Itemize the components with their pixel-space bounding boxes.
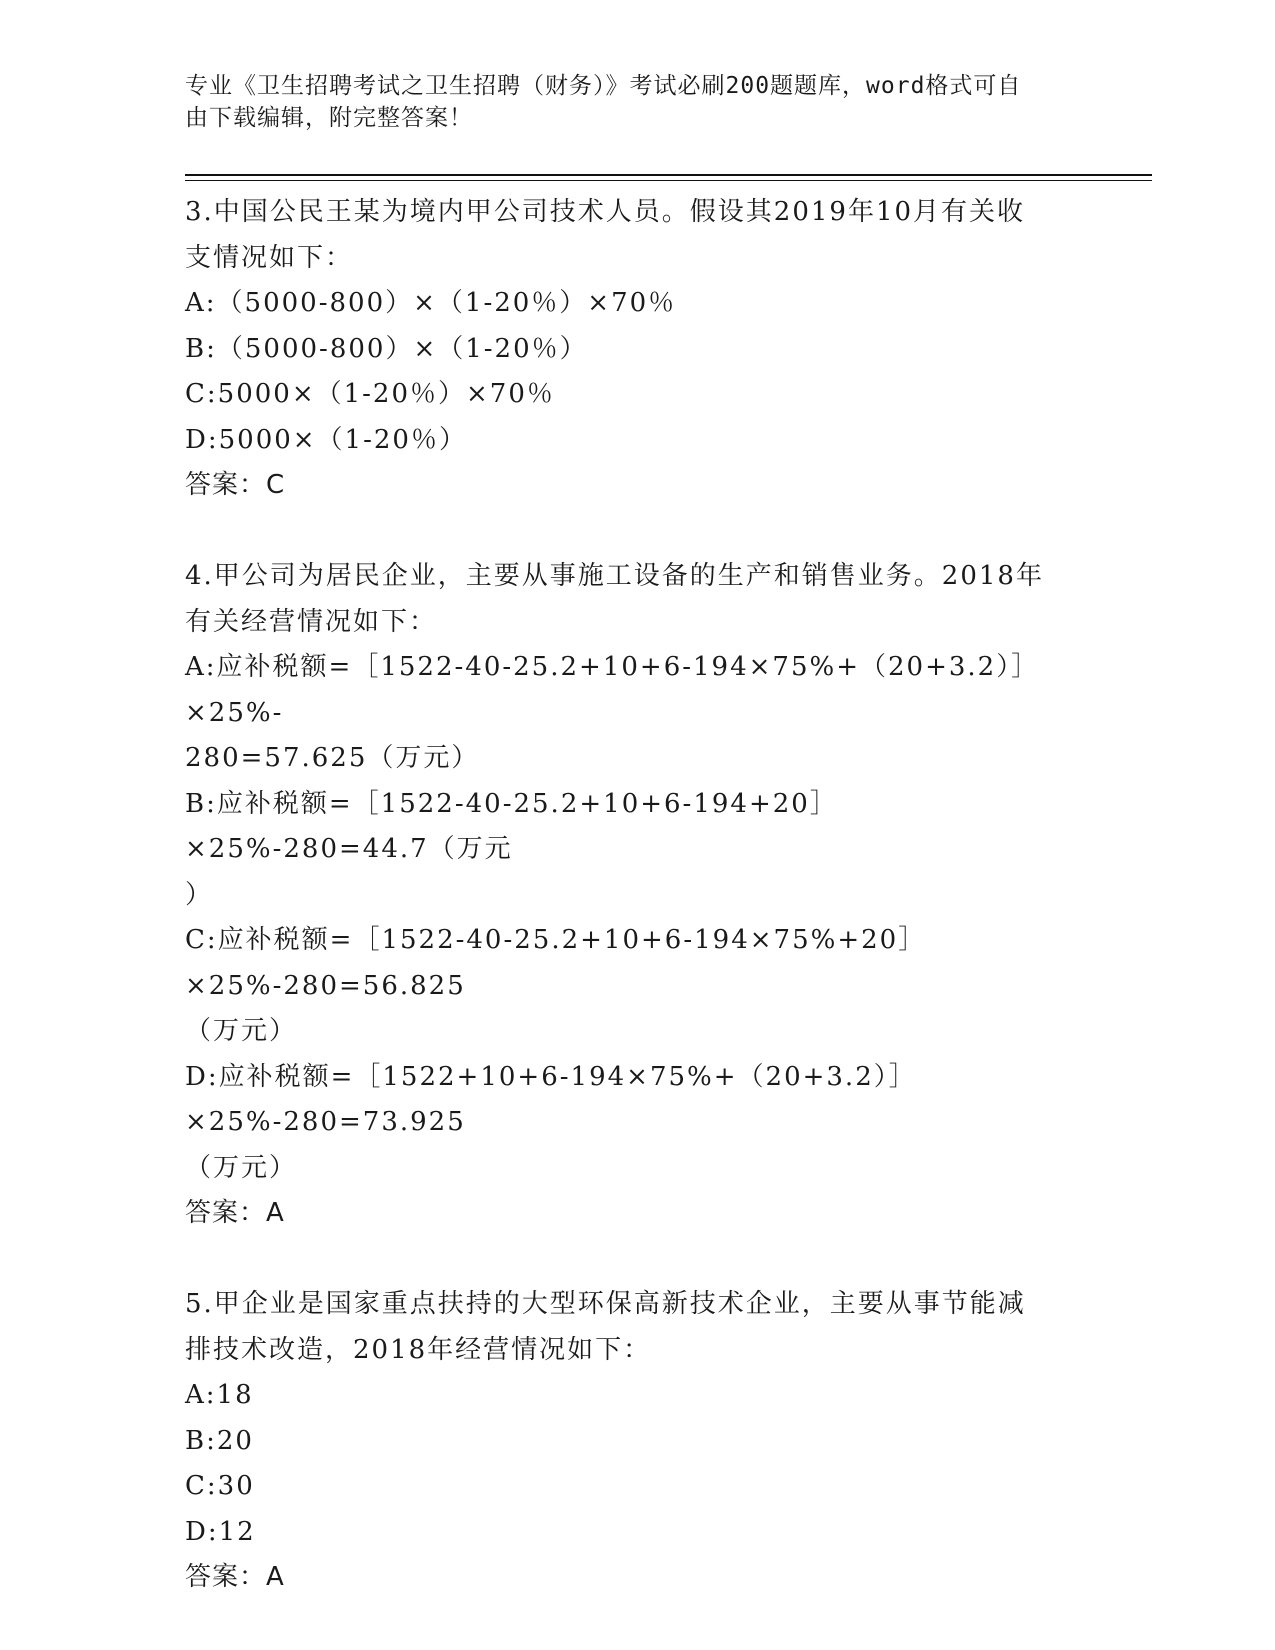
option-a: A:18: [185, 1380, 254, 1410]
option-b: B:20: [185, 1425, 254, 1456]
question-stem: 支情况如下：: [185, 242, 354, 273]
header-line: 专业《卫生招聘考试之卫生招聘（财务）》考试必刷200题题库，word格式可自: [185, 73, 1022, 99]
option-c: C:应补税额=［1522-40-25.2+10+6-194×75%+20］×25%-280=56.825: [185, 925, 927, 1001]
option-a: A:（5000-800）×（1-20％）×70％: [185, 288, 677, 318]
question-block: [185, 554, 1075, 1237]
question-stem: 4.甲公司为居民企业，主要从事施工设备的生产和销售业务。2018年: [185, 561, 1044, 591]
option-b: ）: [185, 879, 214, 910]
option-d: D:应补税额=［1522+10+6-194×75%+（20+3.2）］×25%-280=73.925: [185, 1061, 917, 1137]
question-stem: 3.中国公民王某为境内甲公司技术人员。假设其2019年10月有关收: [185, 197, 1026, 227]
answer-label: 答案：A: [185, 1198, 285, 1228]
option-a: A:应补税额=［1522-40-25.2+10+6-194×75%+（20+3.2）］×25%-: [185, 652, 1040, 728]
option-d: （万元）: [185, 1152, 298, 1183]
option-d: D:5000×（1-20％）: [185, 424, 467, 455]
question-block: [185, 190, 1075, 509]
spacer: [185, 1237, 1075, 1283]
header-divider: [185, 180, 1152, 181]
header-divider: [185, 174, 1152, 176]
question-block: [185, 1282, 1075, 1601]
option-c: C:5000×（1-20％）×70％: [185, 379, 555, 409]
question-stem: 有关经营情况如下：: [185, 606, 438, 637]
answer-label: 答案：C: [185, 470, 286, 500]
question-stem: 排技术改造，2018年经营情况如下：: [185, 1334, 652, 1365]
question-stem: 5.甲企业是国家重点扶持的大型环保高新技术企业，主要从事节能减: [185, 1289, 1026, 1319]
option-c: C:30: [185, 1471, 255, 1501]
answer-label: 答案：A: [185, 1562, 285, 1592]
question-list: [185, 190, 1075, 1601]
option-b: B:（5000-800）×（1-20％）: [185, 333, 588, 364]
option-b: B:应补税额=［1522-40-25.2+10+6-194+20］×25%-280=44.7（万元: [185, 788, 838, 864]
option-d: D:12: [185, 1516, 256, 1547]
spacer: [185, 509, 1075, 555]
option-c: （万元）: [185, 1016, 298, 1046]
header-line: 由下载编辑，附完整答案！: [185, 105, 473, 131]
option-a: 280=57.625（万元）: [185, 743, 480, 773]
document-header: [185, 70, 1065, 134]
